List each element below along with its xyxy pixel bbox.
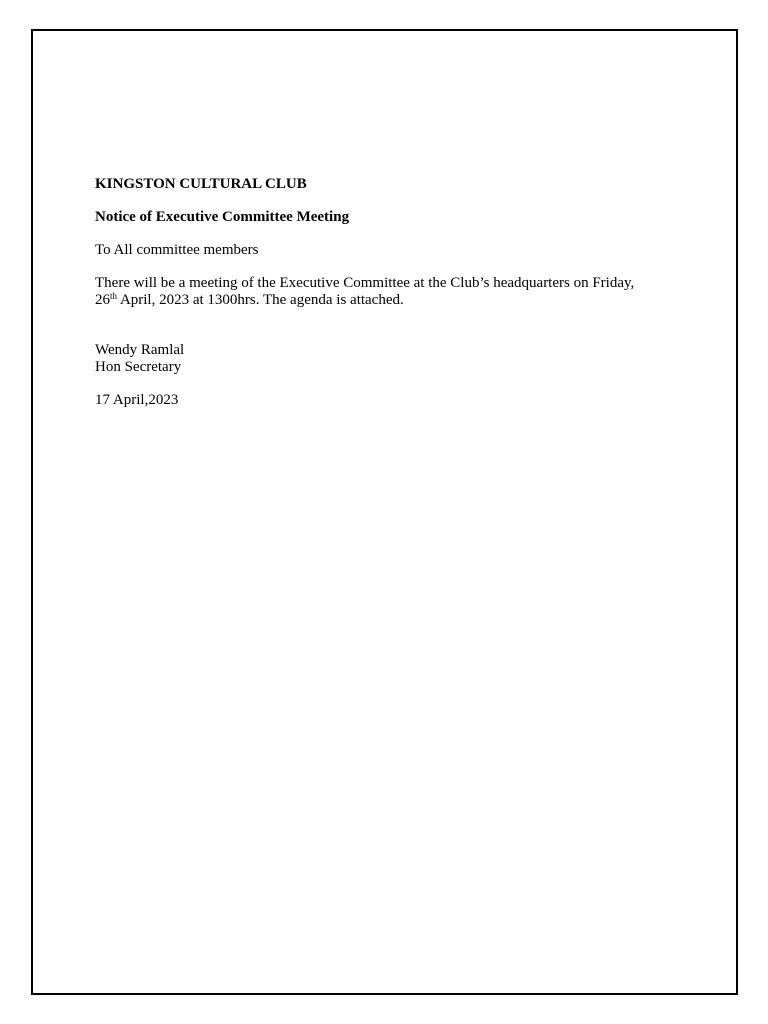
body-line-1: There will be a meeting of the Executive Committee at the Club’s headquarters on Friday,: [95, 275, 635, 291]
signatory-title: Hon Secretary: [95, 359, 182, 375]
body-line-2: [95, 292, 685, 309]
notice-date: 17 April,2023: [95, 392, 179, 408]
addressee: To All committee members: [95, 242, 259, 258]
meeting-day-ordinal: th: [110, 291, 118, 301]
notice-content: [95, 176, 685, 409]
page-frame: [31, 29, 738, 995]
notice-title: Notice of Executive Committee Meeting: [95, 209, 350, 225]
meeting-details: April, 2023 at 1300hrs. The agenda is attached.: [117, 292, 404, 308]
signatory-name: Wendy Ramlal: [95, 342, 185, 358]
meeting-day: 26: [95, 292, 110, 308]
organization-heading: KINGSTON CULTURAL CLUB: [95, 176, 307, 192]
